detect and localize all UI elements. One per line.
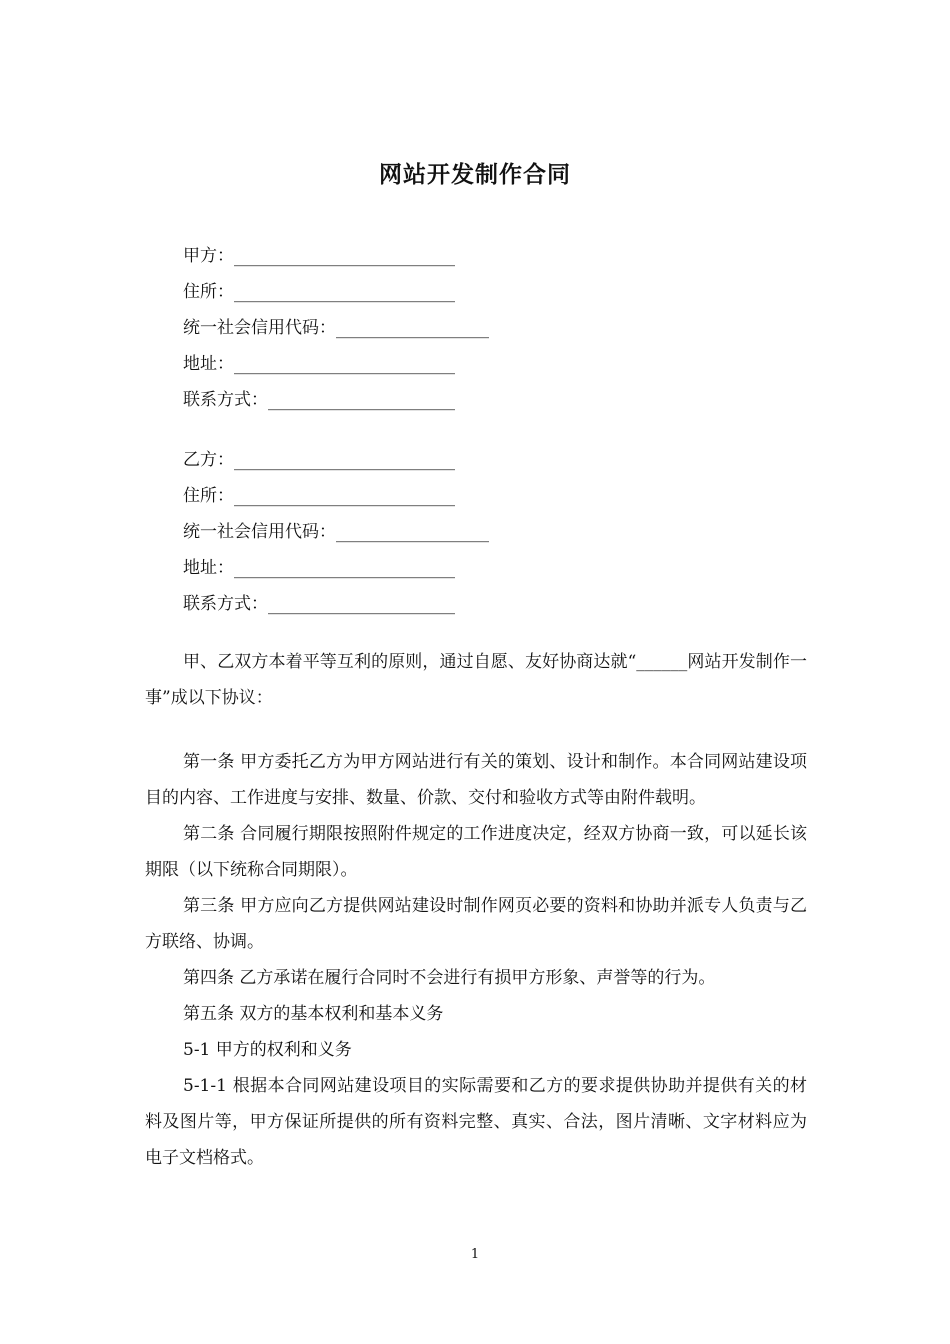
clause-1: 第一条 甲方委托乙方为甲方网站进行有关的策划、设计和制作。本合同网站建设项目的内容、工作进度与安排、数量、价款、交付和验收方式等由附件载明。 <box>145 752 807 808</box>
fill-blank: ______________________ <box>268 594 455 615</box>
clause-5-1-1: 5-1-1 根据本合同网站建设项目的实际需要和乙方的要求提供协助并提供有关的材料及图片等，甲方保证所提供的所有资料完整、真实、合法，图片清晰、文字材料应为电子文档格式。 <box>145 1076 807 1168</box>
page-number: 1 <box>470 1247 480 1262</box>
field-label: 联系方式： <box>183 594 268 614</box>
fill-blank: __________________________ <box>234 558 455 579</box>
party-a-address-field <box>183 346 783 382</box>
field-label: 乙方： <box>183 450 234 470</box>
clause-3: 第三条 甲方应向乙方提供网站建设时制作网页必要的资料和协助并派专人负责与乙方联络、协调。 <box>145 896 807 952</box>
party-a-block <box>183 238 783 418</box>
field-label: 地址： <box>183 558 234 578</box>
field-label: 住所： <box>183 282 234 302</box>
fill-blank: __________________________ <box>234 282 455 303</box>
contract-body <box>145 644 807 1176</box>
preamble-paragraph: 甲、乙双方本着平等互利的原则，通过自愿、友好协商达就“______网站开发制作一事”成以下协议： <box>145 652 807 708</box>
field-label: 住所： <box>183 486 234 506</box>
fill-blank: ______________________ <box>268 390 455 411</box>
fill-blank: __________________________ <box>234 354 455 375</box>
fill-blank: __________________ <box>336 318 489 339</box>
party-b-contact-field <box>183 586 783 622</box>
fill-blank: __________________________ <box>234 450 455 471</box>
party-b-block <box>183 442 783 622</box>
party-b-credit-code-field <box>183 514 783 550</box>
field-label: 甲方： <box>183 246 234 266</box>
field-label: 联系方式： <box>183 390 268 410</box>
field-label: 统一社会信用代码： <box>183 318 336 338</box>
party-b-name-field <box>183 442 783 478</box>
party-a-residence-field <box>183 274 783 310</box>
fill-blank: __________________________ <box>234 486 455 507</box>
party-b-residence-field <box>183 478 783 514</box>
field-label: 统一社会信用代码： <box>183 522 336 542</box>
clause-2: 第二条 合同履行期限按照附件规定的工作进度决定，经双方协商一致，可以延长该期限（以下统称合同期限）。 <box>145 824 807 880</box>
clause-4: 第四条 乙方承诺在履行合同时不会进行有损甲方形象、声誉等的行为。 <box>183 968 716 988</box>
clause-5: 第五条 双方的基本权利和基本义务 <box>183 1004 444 1024</box>
document-title: 网站开发制作合同 <box>379 162 571 188</box>
fill-blank: __________________ <box>336 522 489 543</box>
party-a-credit-code-field <box>183 310 783 346</box>
fill-blank: __________________________ <box>234 246 455 267</box>
party-a-name-field <box>183 238 783 274</box>
field-label: 地址： <box>183 354 234 374</box>
party-a-contact-field <box>183 382 783 418</box>
party-b-address-field <box>183 550 783 586</box>
clause-5-1: 5-1 甲方的权利和义务 <box>183 1040 352 1060</box>
